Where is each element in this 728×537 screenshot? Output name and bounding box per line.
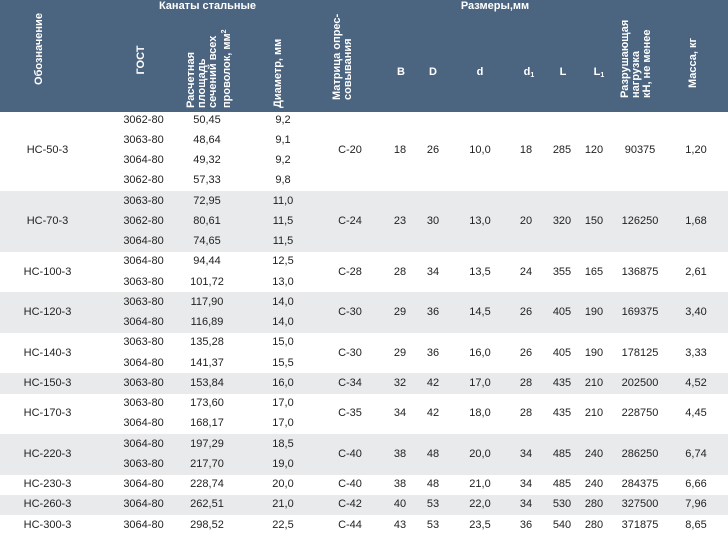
b-cell: 34 <box>393 407 407 420</box>
d-cell: 17,0 <box>469 376 491 389</box>
area-cell: 117,90 <box>190 295 224 308</box>
header-matrix: Матрица опрес- совывания <box>331 13 354 100</box>
header-load: Разрушающая нагрузка кН, не менее <box>619 19 653 98</box>
load-cell: 169375 <box>621 306 659 318</box>
area-cell: 50,45 <box>193 113 221 126</box>
header-area-text: Расчетная площадь сечений всех проволок, мм <box>185 33 233 108</box>
matrix-cell: С-30 <box>338 346 362 359</box>
d-cell: 26 <box>426 144 440 156</box>
d1-cell: 24 <box>519 265 533 278</box>
area-cell: 228,74 <box>190 478 224 491</box>
area-cell: 80,61 <box>193 214 221 227</box>
d-cell: 42 <box>426 407 440 420</box>
l-cell: 485 <box>552 478 572 491</box>
header-mass: Масса, кг <box>687 37 699 88</box>
d-cell: 42 <box>426 376 440 389</box>
diameter-cell: 9,2 <box>275 154 291 167</box>
load-cell: 371875 <box>621 518 659 531</box>
d-cell: 48 <box>426 447 440 460</box>
d-cell: 34 <box>426 265 440 278</box>
d-cell: 13,5 <box>469 265 491 278</box>
d1-cell: 34 <box>519 478 533 491</box>
header-L1 <box>589 66 609 79</box>
l-cell: 485 <box>552 447 572 460</box>
l1-cell: 165 <box>584 265 604 278</box>
diameter-cell: 21,0 <box>272 498 294 511</box>
area-cell: 48,64 <box>193 133 221 146</box>
gost-cell: 3064-80 <box>123 316 164 329</box>
mass-cell: 1,20 <box>685 144 707 156</box>
d1-cell: 34 <box>519 447 533 460</box>
gost-cell: 3064-80 <box>123 255 164 268</box>
designation-cell: НС-260-3 <box>23 498 72 511</box>
gost-cell: 3064-80 <box>123 356 164 369</box>
gost-cell: 3062-80 <box>123 113 164 126</box>
l-cell: 320 <box>552 214 572 227</box>
matrix-cell: С-35 <box>338 407 362 420</box>
b-cell: 43 <box>393 518 407 531</box>
b-cell: 38 <box>393 447 407 460</box>
diameter-cell: 11,5 <box>272 214 294 227</box>
header-designation: Обозначение <box>33 13 45 85</box>
gost-cell: 3064-80 <box>123 235 164 248</box>
l1-cell: 280 <box>584 518 604 531</box>
d1-cell: 20 <box>519 214 533 227</box>
l1-cell: 280 <box>584 498 604 511</box>
d-cell: 53 <box>426 518 440 531</box>
designation-cell: НС-120-3 <box>23 306 72 318</box>
d-cell: 14,5 <box>469 306 491 318</box>
l-cell: 530 <box>552 498 572 511</box>
diameter-cell: 9,2 <box>275 113 291 126</box>
diameter-cell: 12,5 <box>272 255 294 268</box>
matrix-cell: С-40 <box>338 478 362 491</box>
header-diameter: Диаметр, мм <box>272 38 284 108</box>
header-ropes-group: Канаты стальные <box>158 0 257 12</box>
l1-cell: 240 <box>584 447 604 460</box>
area-cell: 101,72 <box>190 275 224 288</box>
diameter-cell: 17,0 <box>272 417 294 430</box>
matrix-cell: С-20 <box>338 144 362 156</box>
gost-cell: 3064-80 <box>123 437 164 450</box>
l-cell: 355 <box>552 265 572 278</box>
l-cell: 285 <box>552 144 572 156</box>
d-cell: 30 <box>426 214 440 227</box>
diameter-cell: 15,5 <box>272 356 294 369</box>
diameter-cell: 9,8 <box>275 174 291 187</box>
mass-cell: 2,61 <box>685 265 707 278</box>
area-cell: 298,52 <box>190 518 224 531</box>
mass-cell: 1,68 <box>685 214 707 227</box>
l-cell: 405 <box>552 346 572 359</box>
area-cell: 168,17 <box>190 417 224 430</box>
header-L1-sub: 1 <box>600 72 605 79</box>
gost-cell: 3063-80 <box>123 457 164 470</box>
l-cell: 405 <box>552 306 572 318</box>
header-L: L <box>559 66 567 78</box>
area-cell: 173,60 <box>190 397 224 410</box>
header-d1 <box>519 66 539 79</box>
header-B: B <box>397 66 405 78</box>
d-cell: 21,0 <box>469 478 491 491</box>
b-cell: 29 <box>393 306 407 318</box>
gost-cell: 3063-80 <box>123 376 164 389</box>
load-cell: 284375 <box>621 478 659 491</box>
d1-cell: 34 <box>519 498 533 511</box>
diameter-cell: 19,0 <box>272 457 294 470</box>
d-cell: 53 <box>426 498 440 511</box>
mass-cell: 7,96 <box>685 498 707 511</box>
d-cell: 20,0 <box>469 447 491 460</box>
d-cell: 48 <box>426 478 440 491</box>
area-cell: 141,37 <box>190 356 224 369</box>
mass-cell: 3,40 <box>685 306 707 318</box>
l1-cell: 190 <box>584 346 604 359</box>
header-gost: ГОСТ <box>135 45 147 75</box>
diameter-cell: 15,0 <box>272 336 294 349</box>
l1-cell: 150 <box>584 214 604 227</box>
designation-cell: НС-140-3 <box>23 346 72 359</box>
gost-cell: 3063-80 <box>123 275 164 288</box>
diameter-cell: 11,0 <box>272 194 294 207</box>
load-cell: 228750 <box>621 407 659 420</box>
designation-cell: НС-170-3 <box>23 407 72 420</box>
diameter-cell: 18,5 <box>272 437 294 450</box>
matrix-cell: С-30 <box>338 306 362 318</box>
load-cell: 178125 <box>621 346 659 359</box>
d-cell: 13,0 <box>469 214 491 227</box>
gost-cell: 3062-80 <box>123 214 164 227</box>
mass-cell: 4,45 <box>685 407 707 420</box>
load-cell: 286250 <box>621 447 659 460</box>
d-cell: 22,0 <box>469 498 491 511</box>
matrix-cell: С-28 <box>338 265 362 278</box>
designation-cell: НС-70-3 <box>26 214 69 227</box>
diameter-cell: 17,0 <box>272 397 294 410</box>
load-cell: 126250 <box>621 214 659 227</box>
d-cell: 36 <box>426 346 440 359</box>
l1-cell: 120 <box>584 144 604 156</box>
table-header <box>0 0 728 112</box>
d1-cell: 18 <box>519 144 533 156</box>
area-cell: 197,29 <box>190 437 224 450</box>
d-cell: 36 <box>426 306 440 318</box>
load-cell: 327500 <box>621 498 659 511</box>
diameter-cell: 16,0 <box>272 376 294 389</box>
gost-cell: 3063-80 <box>123 194 164 207</box>
d-cell: 16,0 <box>469 346 491 359</box>
header-L1-main: L <box>593 66 601 78</box>
mass-cell: 8,65 <box>685 518 707 531</box>
area-cell: 217,70 <box>190 457 224 470</box>
designation-cell: НС-220-3 <box>23 447 72 460</box>
gost-cell: 3063-80 <box>123 295 164 308</box>
diameter-cell: 11,5 <box>272 235 294 248</box>
b-cell: 28 <box>393 265 407 278</box>
matrix-cell: С-42 <box>338 498 362 511</box>
diameter-cell: 22,5 <box>272 518 294 531</box>
mass-cell: 6,74 <box>685 447 707 460</box>
d-cell: 10,0 <box>469 144 491 156</box>
header-area <box>186 8 233 108</box>
designation-cell: НС-230-3 <box>23 478 72 491</box>
matrix-cell: С-44 <box>338 518 362 531</box>
load-cell: 136875 <box>621 265 659 278</box>
gost-cell: 3064-80 <box>123 478 164 491</box>
diameter-cell: 14,0 <box>272 316 294 329</box>
gost-cell: 3064-80 <box>123 154 164 167</box>
header-d: d <box>476 66 484 78</box>
d1-cell: 26 <box>519 346 533 359</box>
mass-cell: 6,66 <box>685 478 707 491</box>
l-cell: 540 <box>552 518 572 531</box>
b-cell: 29 <box>393 346 407 359</box>
header-dims-group: Размеры,мм <box>460 0 530 12</box>
gost-cell: 3063-80 <box>123 336 164 349</box>
b-cell: 32 <box>393 376 407 389</box>
matrix-cell: С-40 <box>338 447 362 460</box>
designation-cell: НС-300-3 <box>23 518 72 531</box>
b-cell: 38 <box>393 478 407 491</box>
d-cell: 18,0 <box>469 407 491 420</box>
matrix-cell: С-24 <box>338 214 362 227</box>
gost-cell: 3063-80 <box>123 133 164 146</box>
l1-cell: 190 <box>584 306 604 318</box>
diameter-cell: 20,0 <box>272 478 294 491</box>
area-cell: 116,89 <box>190 316 224 329</box>
area-cell: 72,95 <box>193 194 221 207</box>
header-d1-sub: 1 <box>530 72 535 79</box>
designation-cell: НС-100-3 <box>23 265 72 278</box>
header-d1-main: d <box>523 66 531 78</box>
b-cell: 18 <box>393 144 407 156</box>
l1-cell: 240 <box>584 478 604 491</box>
designation-cell: НС-50-3 <box>26 144 69 156</box>
diameter-cell: 9,1 <box>275 133 291 146</box>
d1-cell: 28 <box>519 407 533 420</box>
area-cell: 94,44 <box>193 255 221 268</box>
matrix-cell: С-34 <box>338 376 362 389</box>
gost-cell: 3063-80 <box>123 397 164 410</box>
designation-cell: НС-150-3 <box>23 376 72 389</box>
area-cell: 49,32 <box>193 154 221 167</box>
d-cell: 23,5 <box>469 518 491 531</box>
header-area-superscript: 2 <box>221 29 228 34</box>
area-cell: 135,28 <box>190 336 224 349</box>
l1-cell: 210 <box>584 376 604 389</box>
area-cell: 57,33 <box>193 174 221 187</box>
b-cell: 23 <box>393 214 407 227</box>
load-cell: 90375 <box>624 144 656 156</box>
gost-cell: 3064-80 <box>123 498 164 511</box>
l1-cell: 210 <box>584 407 604 420</box>
b-cell: 40 <box>393 498 407 511</box>
gost-cell: 3064-80 <box>123 417 164 430</box>
l-cell: 435 <box>552 376 572 389</box>
diameter-cell: 13,0 <box>272 275 294 288</box>
load-cell: 202500 <box>621 376 659 389</box>
header-D: D <box>429 66 437 78</box>
diameter-cell: 14,0 <box>272 295 294 308</box>
gost-cell: 3062-80 <box>123 174 164 187</box>
mass-cell: 3,33 <box>685 346 707 359</box>
gost-cell: 3064-80 <box>123 518 164 531</box>
d1-cell: 36 <box>519 518 533 531</box>
d1-cell: 26 <box>519 306 533 318</box>
area-cell: 153,84 <box>190 376 224 389</box>
mass-cell: 4,52 <box>685 376 707 389</box>
l-cell: 435 <box>552 407 572 420</box>
area-cell: 262,51 <box>190 498 224 511</box>
d1-cell: 28 <box>519 376 533 389</box>
area-cell: 74,65 <box>193 235 221 248</box>
